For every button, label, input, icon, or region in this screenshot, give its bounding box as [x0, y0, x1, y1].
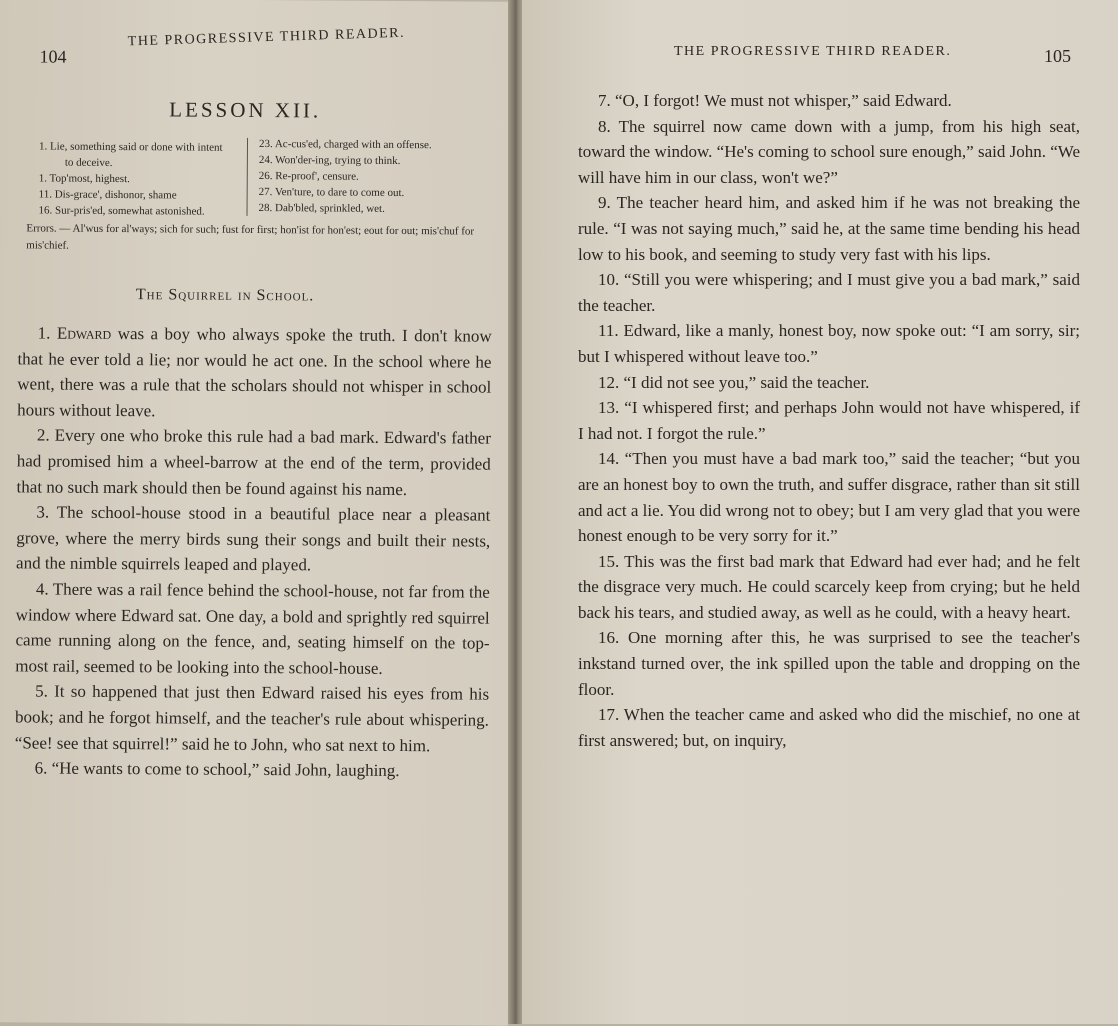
left-page [0, 0, 515, 1026]
story-title: The Squirrel in School. [135, 286, 315, 305]
paragraph: 13. “I whispered first; and perhaps John would not have whispered, if I had not. I forgot the rule.” [578, 398, 1080, 443]
vocab-entry: to deceive. [64, 156, 113, 169]
paragraph: 8. The squirrel now came down with a jump, from his high seat, toward the window. “He's coming to school sure enough,” said John. “We will have him in our class, won't we?” [578, 116, 1080, 187]
vocab-entry: 27. Ven'ture, to dare to come out. [258, 186, 405, 200]
vocab-divider [246, 138, 248, 216]
vocab-list-left [38, 138, 222, 219]
right-page-number: 105 [1044, 46, 1071, 66]
paragraph [17, 320, 492, 426]
paragraph: 15. This was the first bad mark that Edward had ever had; and he felt the disgrace very much. He could scarcely keep from crying; but he held back his tears, and studied away, as well as he could, with a heavy heart. [578, 551, 1080, 622]
paragraph-number: 1. [37, 323, 57, 343]
paragraph: 3. The school-house stood in a beautiful place near a pleasant grove, where the merry birds sung their songs and built their nests, and the nimble squirrels leaped and played. [15, 502, 491, 575]
pronunciation-errors: Errors. — Al'wus for al'ways; sich for such; fust for first; hon'ist for hon'est; eout for out; mis'chuf for mis'chief. [26, 222, 475, 252]
left-body-text [15, 320, 492, 784]
left-page-number: 104 [39, 46, 67, 67]
vocab-entry: 24. Won'der-ing, trying to think. [258, 154, 401, 168]
paragraph: 10. “Still you were whispering; and I must give you a bad mark,” said the teacher. [578, 270, 1080, 315]
paragraph: 17. When the teacher came and asked who did the mischief, no one at first answered; but, on inquiry, [578, 705, 1080, 750]
right-body-text [578, 88, 1080, 753]
vocab-entry: 23. Ac-cus'ed, charged with an offense. [258, 138, 432, 152]
vocab-entry: 11. Dis-grace', dishonor, shame [38, 188, 177, 202]
paragraph: 7. “O, I forgot! We must not whisper,” said Edward. [598, 91, 952, 110]
paragraph: 14. “Then you must have a bad mark too,” said the teacher; “but you are an honest boy to own the truth, and suffer disgrace, rather than sit still and act a lie. You did wrong not to obey; but I am very glad that you were honest enough to be very sorry for it.” [578, 449, 1080, 546]
paragraph: 11. Edward, like a manly, honest boy, now spoke out: “I am sorry, sir; but I whispered without leave too.” [578, 321, 1080, 366]
vocab-entry: 1. Top'most, highest. [38, 172, 130, 186]
vocab-list-right [258, 136, 431, 217]
paragraph: 12. “I did not see you,” said the teacher. [598, 372, 870, 392]
vocab-entry: 28. Dab'bled, sprinkled, wet. [258, 202, 385, 215]
paragraph: 2. Every one who broke this rule had a bad mark. Edward's father had promised him a wheel-barrow at the end of the term, provided that no such mark should then be found against his name. [16, 425, 492, 499]
right-running-header: THE PROGRESSIVE THIRD READER. [674, 44, 952, 59]
lesson-title: LESSON XII. [169, 97, 322, 123]
vocab-entry: 1. Lie, something said or done with intent [38, 140, 223, 154]
left-running-header: THE PROGRESSIVE THIRD READER. [127, 25, 406, 50]
paragraph: 9. The teacher heard him, and asked him if he was not breaking the rule. “I was not saying much,” said he, at the same time bending his head low to his book, and seeming to study very fast with his lips. [578, 193, 1080, 264]
right-page [522, 0, 1118, 1024]
vocab-entry: 26. Re-proof', censure. [258, 170, 359, 183]
vocab-entry: 16. Sur-pris'ed, somewhat astonished. [38, 204, 205, 218]
first-word: Edward [56, 323, 112, 343]
paragraph-text: was a boy who always spoke the truth. I don't know that he ever told a lie; nor would he act one. In the school where he went, there was a rule that the scholars should not whisper in school hours without leave. [17, 323, 492, 421]
paragraph: 6. “He wants to come to school,” said John, laughing. [34, 758, 400, 781]
paragraph: 16. One morning after this, he was surprised to see the teacher's inkstand turned over, the ink spilled upon the table and dropping on the floor. [578, 628, 1080, 699]
paragraph: 4. There was a rail fence behind the school-house, not far from the window where Edward sat. One day, a bold and sprightly red squirrel came running along on the fence, and, seating himself on the top-most rail, seemed to be looking into the school-house. [15, 579, 490, 678]
paragraph: 5. It so happened that just then Edward raised his eyes from his book; and he forgot himself, and the teacher's rule about whispering. “See! see that squirrel!” said he to John, who sat next to him. [14, 681, 490, 755]
